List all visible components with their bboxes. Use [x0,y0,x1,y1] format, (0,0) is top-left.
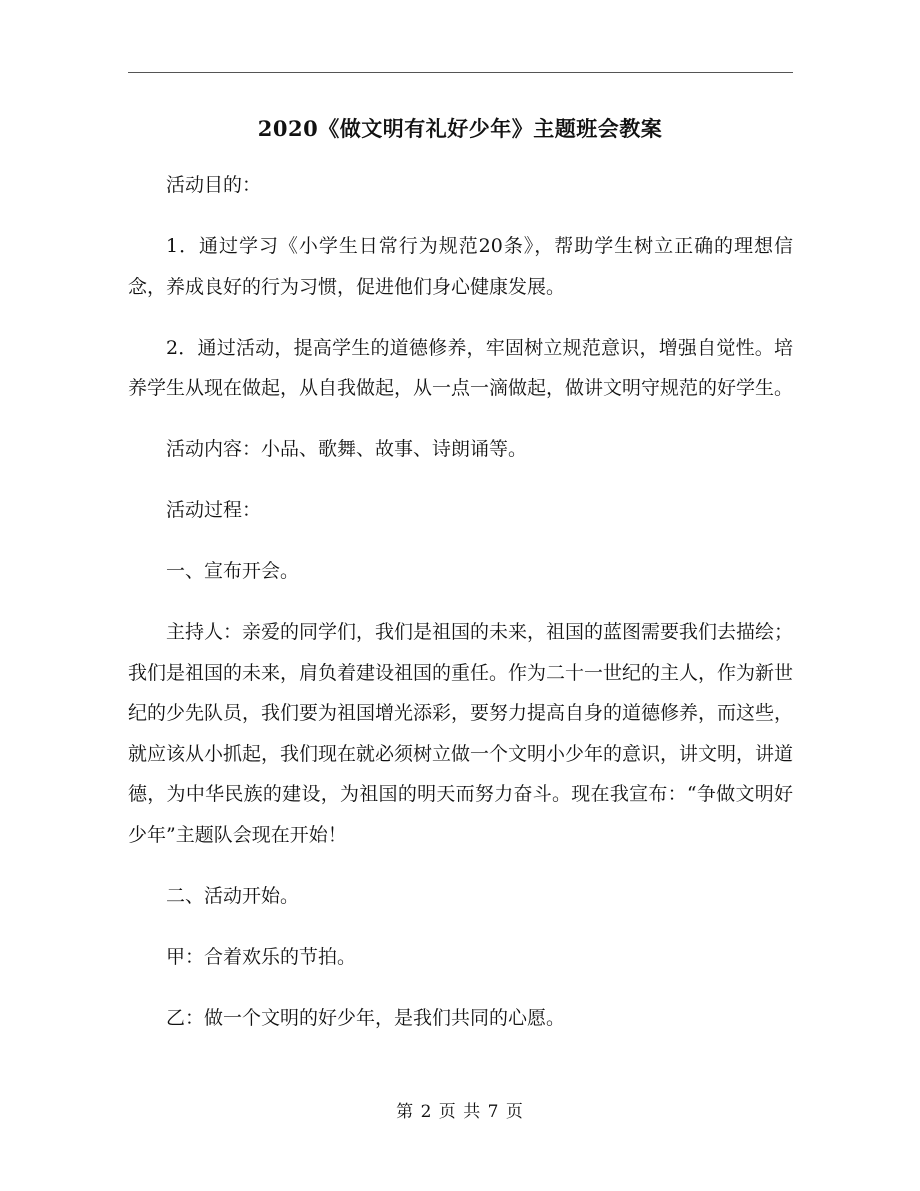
paragraph-host-speech: 主持人：亲爱的同学们，我们是祖国的未来，祖国的蓝图需要我们去描绘；我们是祖国的未来，肩负着建设祖国的重任。作为二十一世纪的主人，作为新世纪的少先队员，我们要为祖国增光添彩，要努力提高自身的道德修养，而这些，就应该从小抓起，我们现在就必须树立做一个文明小少年的意识，讲文明，讲道德，为中华民族的建设，为祖国的明天而努力奋斗。现在我宣布：“争做文明好少年”主题队会现在开始！ [128,621,794,846]
page-number-footer: 第 2 页 共 7 页 [396,1102,524,1122]
paragraph-section-1: 一、宣布开会。 [166,560,300,582]
paragraph-objective-heading: 活动目的： [166,174,262,196]
document-body [128,165,793,1059]
document-title: 2020《做文明有礼好少年》主题班会教案 [257,116,663,141]
paragraph-section-2: 二、活动开始。 [166,884,300,907]
paragraph-line-yi: 乙：做一个文明的好少年，是我们共同的心愿。 [166,1006,566,1029]
paragraph-objective-2: 2．通过活动，提高学生的道德修养，牢固树立规范意识，增强自觉性。培养学生从现在做起，从自我做起，从一点一滴做起，做讲文明守规范的好学生。 [128,336,794,399]
paragraph-content: 活动内容：小品、歌舞、故事、诗朗诵等。 [166,438,528,460]
paragraph-process-heading: 活动过程： [166,499,262,521]
paragraph-objective-1: 1．通过学习《小学生日常行为规范20条》，帮助学生树立正确的理想信念，养成良好的行为习惯，促进他们身心健康发展。 [128,235,793,298]
paragraph-line-jia: 甲：合着欢乐的节拍。 [166,945,357,968]
header-rule [128,72,793,73]
